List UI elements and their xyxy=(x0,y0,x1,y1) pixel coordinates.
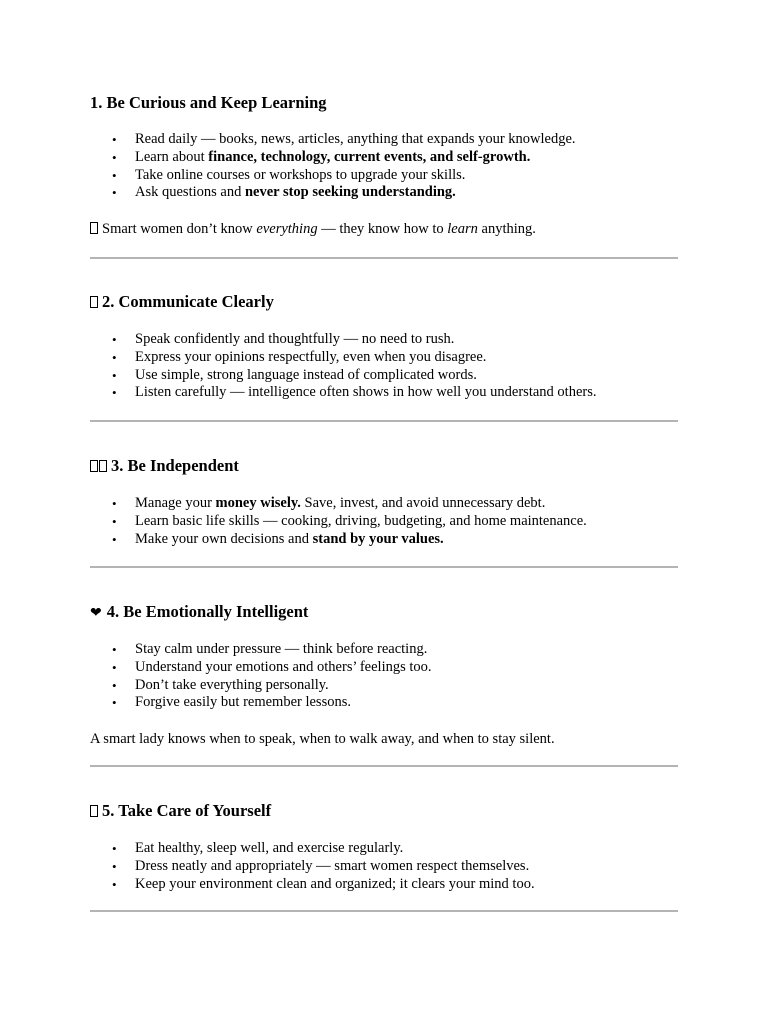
emoji-placeholder-icon xyxy=(90,805,98,817)
list-item: • Manage your money wisely. Save, invest, and avoid unnecessary debt. xyxy=(90,495,680,513)
section-heading xyxy=(90,292,680,312)
divider xyxy=(90,910,678,912)
list-item: • Speak confidently and thoughtfully — no need to rush. xyxy=(90,331,680,349)
list-item: • Dress neatly and appropriately — smart women respect themselves. xyxy=(90,858,680,876)
section-be-independent xyxy=(90,456,680,548)
emoji-placeholder-icon xyxy=(90,222,98,234)
list-item: • Learn about finance, technology, current events, and self-growth. xyxy=(90,149,680,167)
section-heading xyxy=(90,801,680,821)
section-heading xyxy=(90,93,680,113)
list-item: • Don’t take everything personally. xyxy=(90,677,680,695)
list-item: • Forgive easily but remember lessons. xyxy=(90,694,680,712)
bullet-list xyxy=(90,331,680,402)
list-item: • Understand your emotions and others’ feelings too. xyxy=(90,659,680,677)
heading-text: 3. Be Independent xyxy=(111,456,239,475)
list-item: • Express your opinions respectfully, even when you disagree. xyxy=(90,349,680,367)
bullet-list xyxy=(90,840,680,893)
bullet-list xyxy=(90,641,680,712)
closing-note: A smart lady knows when to speak, when to walk away, and when to stay silent. xyxy=(90,731,555,747)
list-item: • Keep your environment clean and organized; it clears your mind too. xyxy=(90,876,680,894)
list-item: • Eat healthy, sleep well, and exercise regularly. xyxy=(90,840,680,858)
heading-text: 5. Take Care of Yourself xyxy=(102,801,272,820)
emoji-placeholder-icon xyxy=(90,296,98,308)
list-item: • Make your own decisions and stand by your values. xyxy=(90,531,680,549)
section-curious-learning xyxy=(90,93,680,238)
divider xyxy=(90,257,678,259)
section-emotionally-intelligent xyxy=(90,602,680,748)
bullet-list xyxy=(90,495,680,548)
bullet-list xyxy=(90,131,680,202)
list-item: • Stay calm under pressure — think before reacting. xyxy=(90,641,680,659)
heading-text: 4. Be Emotionally Intelligent xyxy=(106,602,309,621)
list-item: • Take online courses or workshops to upgrade your skills. xyxy=(90,167,680,185)
divider xyxy=(90,566,678,568)
list-item: • Use simple, strong language instead of complicated words. xyxy=(90,367,680,385)
list-item: • Learn basic life skills — cooking, driving, budgeting, and home maintenance. xyxy=(90,513,680,531)
divider xyxy=(90,420,678,422)
heading-text: 2. Communicate Clearly xyxy=(102,292,274,311)
list-item: • Listen carefully — intelligence often shows in how well you understand others. xyxy=(90,384,680,402)
section-communicate-clearly xyxy=(90,292,680,402)
heart-icon: ❤ xyxy=(90,605,102,621)
list-item: • Ask questions and never stop seeking understanding. xyxy=(90,184,680,202)
section-take-care xyxy=(90,801,680,893)
emoji-placeholder-icon xyxy=(99,460,107,472)
emoji-placeholder-icon xyxy=(90,460,98,472)
closing-note: Smart women don’t know everything — they know how to learn anything. xyxy=(90,220,680,238)
divider xyxy=(90,765,678,767)
heading-text: 1. Be Curious and Keep Learning xyxy=(90,93,327,112)
section-heading xyxy=(90,456,680,476)
section-heading xyxy=(90,602,680,623)
list-item: • Read daily — books, news, articles, anything that expands your knowledge. xyxy=(90,131,680,149)
